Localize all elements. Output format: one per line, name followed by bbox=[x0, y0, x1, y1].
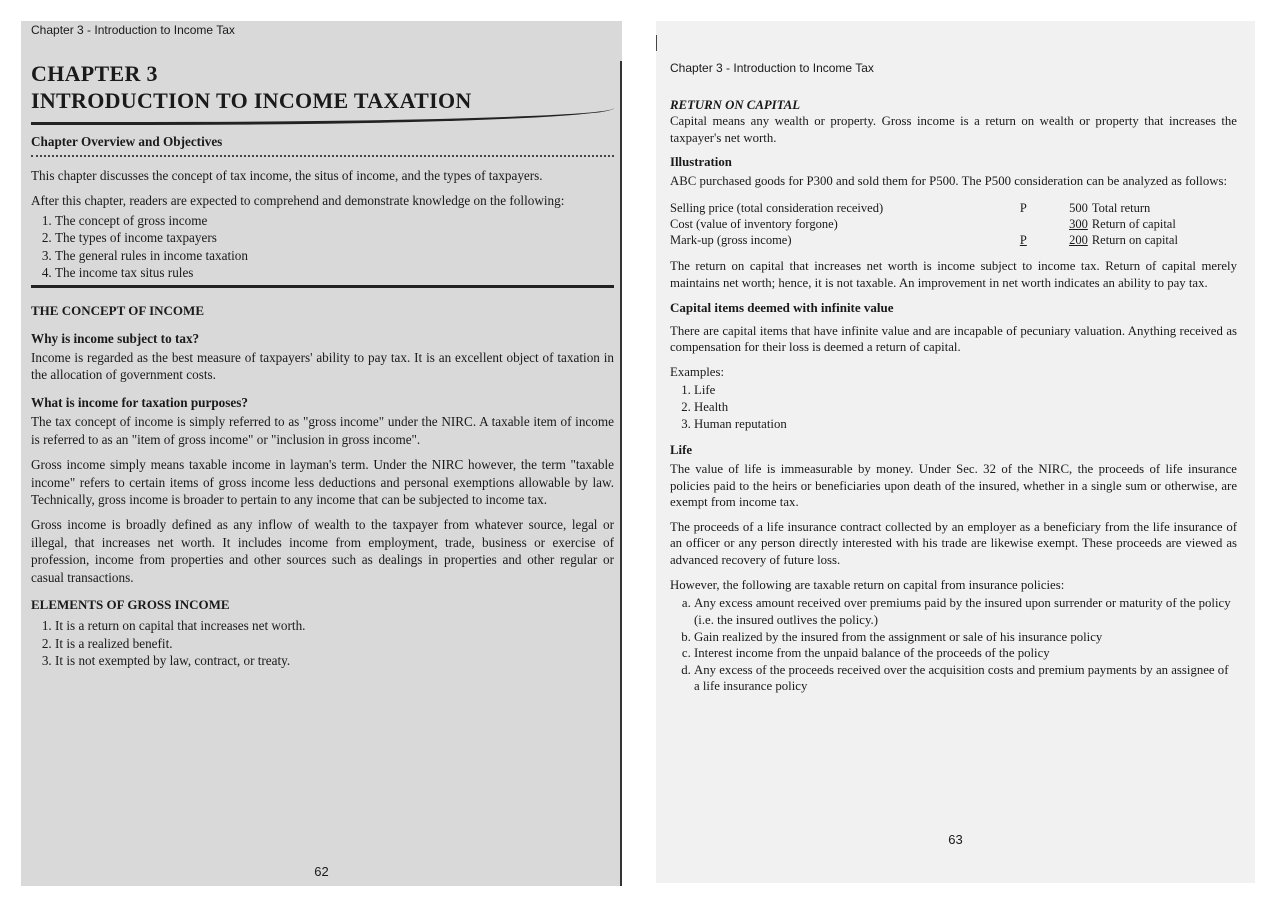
currency-cell: P bbox=[1019, 233, 1027, 248]
objective-item: 3. The general rules in income taxation bbox=[55, 247, 614, 264]
paragraph: Gross income simply means taxable income in layman's term. Under the NIRC however, the term "taxable income" refers to certain items of gross income less deductions and personal exemptions allowable by law. Technically, gross income is broader to pertain to any income that can be subjected to income tax. bbox=[31, 457, 614, 507]
dotted-divider bbox=[31, 155, 614, 157]
example-item: 2. Health bbox=[694, 399, 1237, 416]
return-heading: RETURN ON CAPITAL bbox=[670, 97, 801, 112]
taxable-item: d. Any excess of the proceeds received over the acquisition costs and premium payments by an assignee of a life insurance policy bbox=[694, 662, 1237, 695]
page-number: 63 bbox=[948, 832, 963, 848]
page-edge-mark bbox=[656, 35, 657, 51]
note-cell: Return of capital bbox=[1091, 216, 1176, 231]
paragraph: The proceeds of a life insurance contract collected by an employer as a beneficiary from the life insurance of an officer or any person directly interested with his trade are likewise exempt. These proceeds are viewed as advanced recovery of future loss. bbox=[670, 519, 1237, 568]
overview-heading: Chapter Overview and Objectives bbox=[31, 134, 223, 150]
objective-item: 4. The income tax situs rules bbox=[55, 264, 614, 281]
running-head: Chapter 3 - Introduction to Income Tax bbox=[31, 23, 235, 37]
paragraph: ABC purchased goods for P300 and sold them for P500. The P500 consideration can be analyzed as follows: bbox=[670, 174, 1228, 189]
section-divider bbox=[31, 285, 614, 288]
right-page bbox=[656, 21, 1255, 883]
life-heading: Life bbox=[670, 443, 693, 458]
question-answer: The tax concept of income is simply referred to as "gross income" under the NIRC. A taxable item of income is referred to as an "item of gross income" or "inclusion in gross income". bbox=[31, 414, 614, 447]
note-cell: Return on capital bbox=[1091, 233, 1178, 248]
question-answer: Income is regarded as the best measure of taxpayers' ability to pay tax. It is an excellent object of taxation in the allocation of government costs. bbox=[31, 350, 614, 383]
paragraph: Capital means any wealth or property. Gross income is a return on wealth or property that increases the taxpayer's net worth. bbox=[670, 114, 1237, 145]
taxable-item: a. Any excess amount received over premiums paid by the insured upon surrender or maturity of the policy (i.e. the insured outlives the policy.) bbox=[694, 595, 1237, 628]
taxable-item: c. Interest income from the unpaid balance of the proceeds of the policy bbox=[694, 645, 1237, 662]
chapter-title: INTRODUCTION TO INCOME TAXATION bbox=[31, 87, 472, 113]
concept-heading: THE CONCEPT OF INCOME bbox=[31, 303, 204, 319]
paragraph: The return on capital that increases net worth is income subject to income tax. Return of capital merely maintains net worth; hence, it is not taxable. An improvement in net worth indicates an ability to pay tax. bbox=[670, 259, 1237, 291]
left-page bbox=[21, 21, 622, 886]
question-heading: What is income for taxation purposes? bbox=[31, 394, 248, 410]
example-item: 3. Human reputation bbox=[694, 416, 1237, 433]
example-item: 1. Life bbox=[694, 382, 1237, 399]
objective-item: 1. The concept of gross income bbox=[55, 212, 614, 229]
paragraph: Gross income is broadly defined as any inflow of wealth to the taxpayer from whatever source, legal or illegal, that increases net worth. It includes income from employment, trade, business or exercise of profession, income from properties and other sources such as dealings in properties and other regular or casual transactions. bbox=[31, 517, 614, 585]
illustration-table bbox=[670, 200, 1237, 249]
taxable-item: b. Gain realized by the insured from the assignment or sale of his insurance policy bbox=[694, 629, 1237, 646]
infinite-heading: Capital items deemed with infinite value bbox=[670, 299, 894, 315]
objective-item: 2. The types of income taxpayers bbox=[55, 229, 614, 246]
element-item: 3. It is not exempted by law, contract, or treaty. bbox=[55, 652, 614, 669]
elements-heading: ELEMENTS OF GROSS INCOME bbox=[31, 597, 230, 613]
objectives-intro: After this chapter, readers are expected to comprehend and demonstrate knowledge on the following: bbox=[31, 193, 565, 209]
table-row bbox=[670, 216, 1237, 232]
row-label: Selling price (total consideration received) bbox=[670, 200, 884, 215]
taxable-intro: However, the following are taxable return on capital from insurance policies: bbox=[670, 577, 1065, 592]
overview-text: This chapter discusses the concept of tax income, the situs of income, and the types of taxpayers. bbox=[31, 167, 543, 183]
paragraph: There are capital items that have infinite value and are incapable of pecuniary valuation. Anything received as compensation for their loss is deemed a return of capital. bbox=[670, 323, 1237, 355]
amount-cell: 200 bbox=[1069, 233, 1088, 248]
elements-list bbox=[31, 617, 614, 669]
objectives-list bbox=[31, 212, 614, 282]
table-row bbox=[670, 232, 1237, 248]
chapter-number: CHAPTER 3 bbox=[31, 60, 158, 86]
page-number: 62 bbox=[314, 863, 329, 879]
note-cell: Total return bbox=[1091, 200, 1151, 215]
taxable-list bbox=[670, 595, 1237, 695]
examples-list bbox=[670, 382, 1237, 432]
running-head: Chapter 3 - Introduction to Income Tax bbox=[670, 61, 874, 75]
amount-cell: 500 bbox=[1069, 200, 1088, 215]
question-heading: Why is income subject to tax? bbox=[31, 330, 200, 346]
currency-cell bbox=[1020, 216, 1042, 232]
examples-label: Examples: bbox=[670, 364, 725, 379]
illustration-heading: Illustration bbox=[670, 155, 732, 170]
page-edge-line bbox=[620, 61, 622, 886]
element-item: 1. It is a return on capital that increases net worth. bbox=[55, 617, 614, 634]
table-row bbox=[670, 200, 1237, 216]
paragraph: The value of life is immeasurable by money. Under Sec. 32 of the NIRC, the proceeds of life insurance policies paid to the heirs or beneficiaries upon death of the insured, whether in a single sum or otherwise, are exempt from income tax. bbox=[670, 461, 1237, 510]
row-label: Mark-up (gross income) bbox=[670, 233, 792, 248]
amount-cell: 300 bbox=[1069, 216, 1088, 231]
currency-cell: P bbox=[1019, 200, 1027, 215]
row-label: Cost (value of inventory forgone) bbox=[670, 216, 838, 231]
element-item: 2. It is a realized benefit. bbox=[55, 635, 614, 652]
